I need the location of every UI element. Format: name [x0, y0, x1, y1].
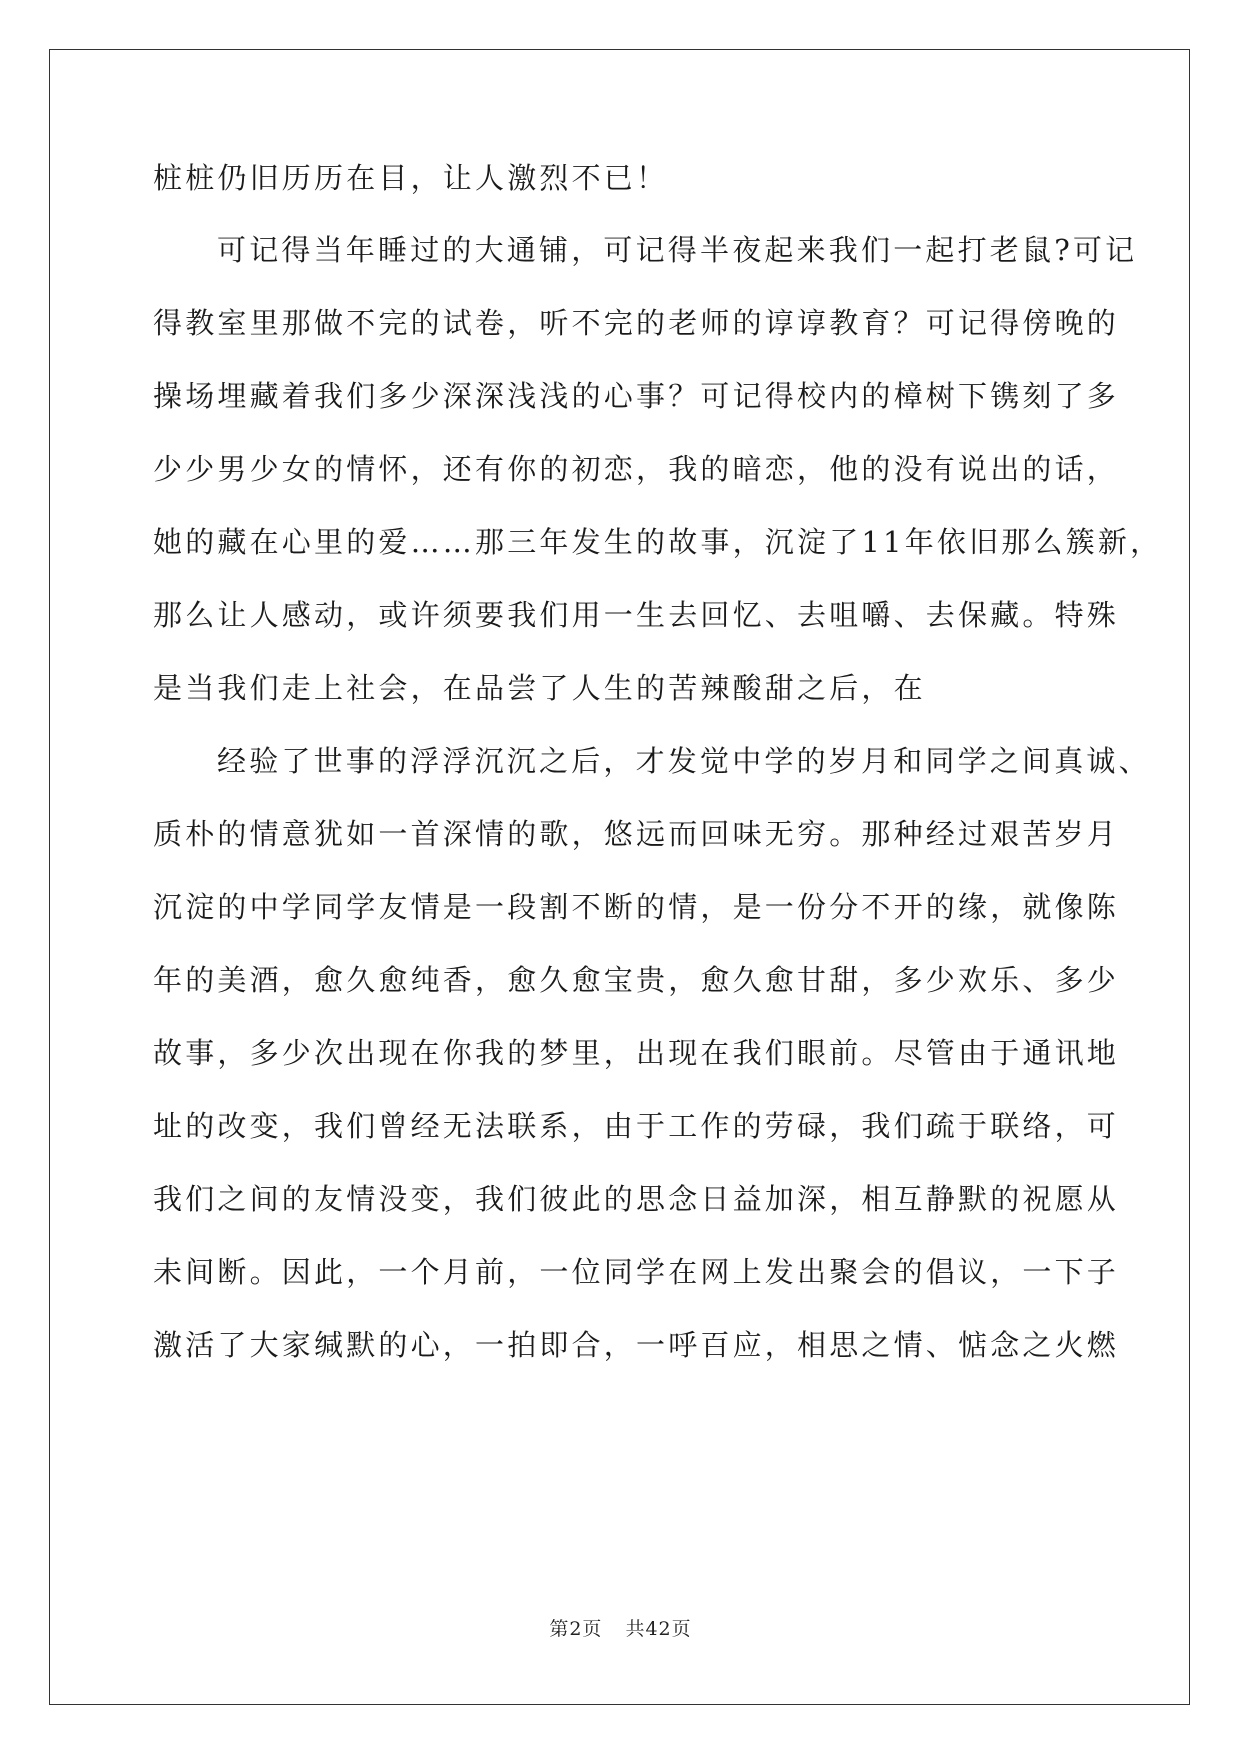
text-line: 未间断。因此，一个月前，一位同学在网上发出聚会的倡议，一下子 — [153, 1255, 1120, 1289]
total-pages: 共42页 — [625, 1618, 692, 1640]
text-line: 质朴的情意犹如一首深情的歌，悠远而回味无穷。那种经过艰苦岁月 — [153, 817, 1120, 851]
text-line: 操场埋藏着我们多少深深浅浅的心事？可记得校内的樟树下镌刻了多 — [153, 379, 1120, 413]
paragraph-start-line: 可记得当年睡过的大通铺，可记得半夜起来我们一起打老鼠?可记 — [217, 233, 1138, 267]
text-line: 那么让人感动，或许须要我们用一生去回忆、去咀嚼、去保藏。特殊 — [153, 598, 1120, 632]
text-line: 少少男少女的情怀，还有你的初恋，我的暗恋，他的没有说出的话， — [153, 452, 1120, 486]
text-line: 桩桩仍旧历历在目，让人激烈不已！ — [153, 161, 669, 195]
page-border — [49, 49, 1190, 1705]
text-line: 址的改变，我们曾经无法联系，由于工作的劳碌，我们疏于联络，可 — [153, 1109, 1120, 1143]
page-footer — [0, 1614, 1241, 1641]
text-line: 年的美酒，愈久愈纯香，愈久愈宝贵，愈久愈甘甜，多少欢乐、多少 — [153, 963, 1120, 997]
text-line: 我们之间的友情没变，我们彼此的思念日益加深，相互静默的祝愿从 — [153, 1182, 1120, 1216]
text-line: 激活了大家缄默的心，一拍即合，一呼百应，相思之情、惦念之火燃 — [153, 1328, 1120, 1362]
text-line: 是当我们走上社会，在品尝了人生的苦辣酸甜之后，在 — [153, 671, 926, 705]
text-line: 得教室里那做不完的试卷，听不完的老师的谆谆教育？可记得傍晚的 — [153, 306, 1120, 340]
text-line: 沉淀的中学同学友情是一段割不断的情，是一份分不开的缘，就像陈 — [153, 890, 1120, 924]
text-line: 她的藏在心里的爱……那三年发生的故事，沉淀了11年依旧那么簇新， — [153, 525, 1163, 559]
page-number: 第2页 — [549, 1618, 603, 1640]
text-line: 故事，多少次出现在你我的梦里，出现在我们眼前。尽管由于通讯地 — [153, 1036, 1120, 1070]
paragraph-start-line: 经验了世事的浮浮沉沉之后，才发觉中学的岁月和同学之间真诚、 — [217, 744, 1151, 778]
